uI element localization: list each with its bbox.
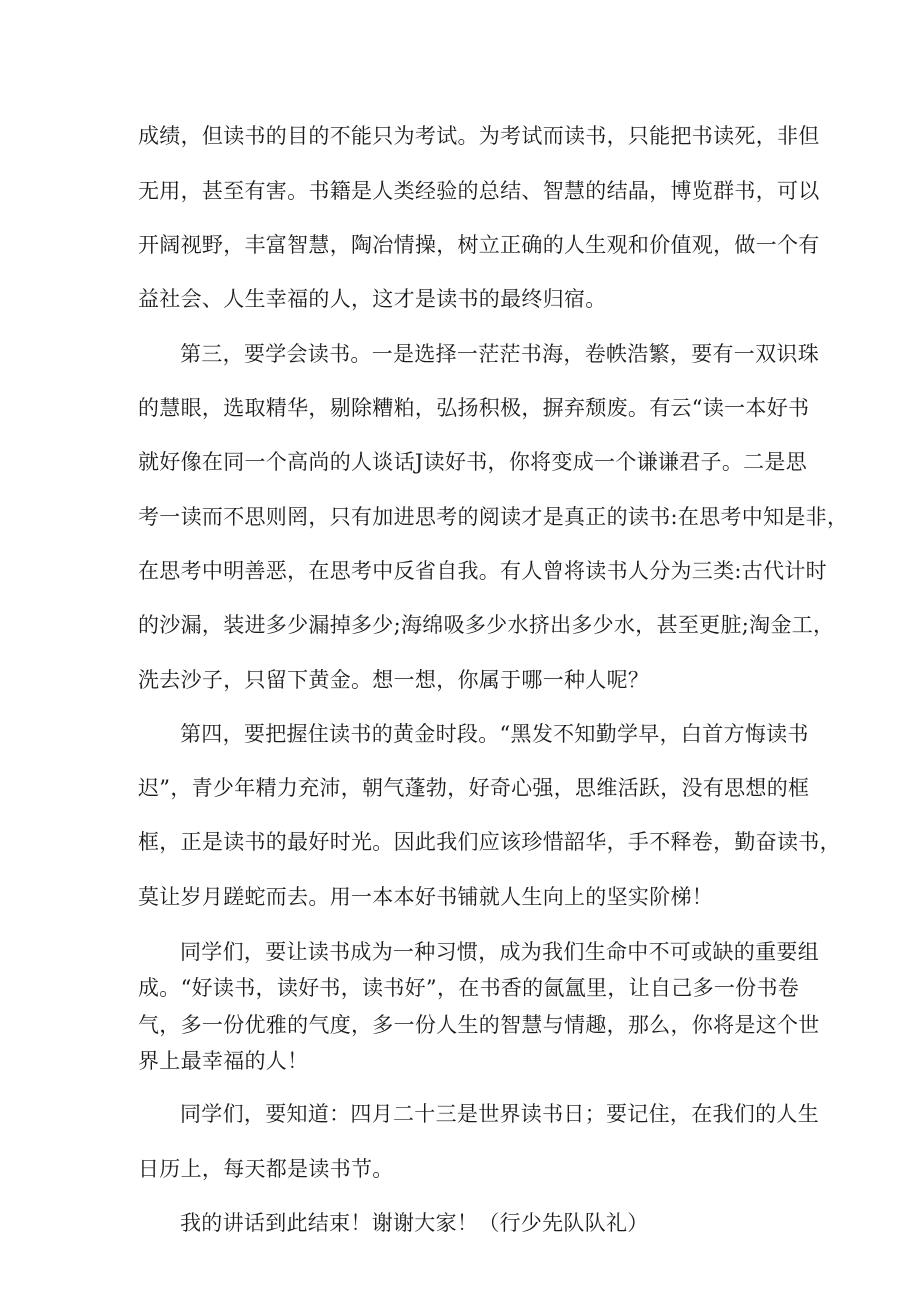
text-line: 日历上，每天都是读书节。 [138, 1157, 394, 1181]
text-line: 迟”，青少年精力充沛，朝气蓬勃，好奇心强，思维活跃，没有思想的框 [138, 776, 810, 800]
text-line: 在思考中明善恶，在思考中反省自我。有人曾将读书人分为三类:古代计时 [138, 559, 827, 583]
text-line: 莫让岁月蹉蛇而去。用一本本好书铺就人生向上的坚实阶梯！ [138, 885, 714, 909]
paragraph-start-line: 第四，要把握住读书的黄金时段。“黑发不知勤学早，白首方悔读书 [180, 722, 809, 746]
closing-line: 我的讲话到此结束！谢谢大家！（行少先队队礼） [180, 1211, 649, 1235]
text-line: 就好像在同一个高尚的人谈话J读好书，你将变成一个谦谦君子。二是思 [138, 450, 808, 474]
paragraph-start-line: 同学们，要知道：四月二十三是世界读书日；要记住，在我们的人生 [180, 1102, 819, 1126]
text-line: 洗去沙子，只留下黄金。想一想，你属于哪一种人呢？ [138, 668, 650, 692]
text-line: 无用，甚至有害。书籍是人类经验的总结、智慧的结晶，博览群书，可以 [138, 179, 820, 203]
text-line: 的慧眼，选取精华，剔除糟粕，弘扬积极，摒弃颓废。有云“读一本好书 [138, 396, 810, 420]
text-line: 界上最幸福的人！ [138, 1049, 309, 1073]
text-line: 开阔视野，丰富智慧，陶冶情操，树立正确的人生观和价值观，做一个有 [138, 233, 820, 257]
paragraph-start-line: 同学们，要让读书成为一种习惯，成为我们生命中不可或缺的重要组 [180, 940, 819, 964]
text-line: 框，正是读书的最好时光。因此我们应该珍惜韶华，手不释卷，勤奋读书， [138, 830, 841, 854]
text-line: 的沙漏，装进多少漏掉多少;海绵吸多少水挤出多少水，甚至更脏;淘金工， [138, 613, 835, 637]
text-line: 考一读而不思则罔，只有加进思考的阅读才是真正的读书:在思考中知是非， [138, 505, 849, 529]
text-line: 成绩，但读书的目的不能只为考试。为考试而读书，只能把书读死，非但 [138, 124, 820, 148]
text-line: 气，多一份优雅的气度，多一份人生的智慧与情趣，那么，你将是这个世 [138, 1013, 820, 1037]
text-line: 成。“好读书，读好书，读书好”，在书香的氤氲里，让自己多一份书卷 [138, 976, 800, 1000]
text-line: 益社会、人生幸福的人，这才是读书的最终归宿。 [138, 287, 607, 311]
paragraph-start-line: 第三，要学会读书。一是选择一茫茫书海，卷帙浩繁，要有一双识珠 [180, 342, 819, 366]
